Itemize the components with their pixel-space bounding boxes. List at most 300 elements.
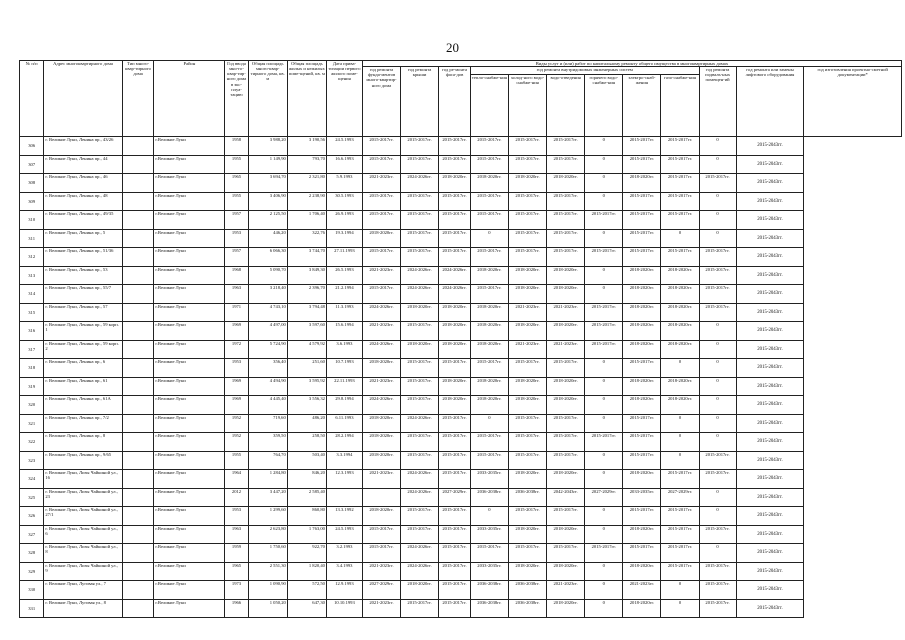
row-works-cell: 2018-2020гг. — [661, 377, 699, 396]
row-works-cell: 2015-2017гг. — [547, 192, 585, 211]
row-priv-date: 11.3.1993 — [326, 303, 362, 322]
row-works-cell: 2018-2020гг. — [547, 396, 585, 415]
table-row — [20, 544, 902, 563]
row-works-cell: 2024-2026гг. — [439, 266, 471, 285]
row-works-cell: 2015-2017гг. — [623, 192, 661, 211]
row-priv-date: 24.5.1993 — [326, 525, 362, 544]
row-docs: 2015-2043гг. — [736, 451, 804, 470]
page-number: 20 — [446, 40, 459, 55]
row-type — [122, 192, 154, 211]
row-works-cell: 2015-2017гг. — [509, 433, 547, 452]
row-works-cell: 2036-2038гг. — [470, 488, 508, 507]
row-priv-date: 3.6.1993 — [326, 340, 362, 359]
row-year: 1952 — [225, 433, 248, 452]
row-works-cell: 2018-2020гг. — [362, 451, 400, 470]
row-works-cell: 2018-2020гг. — [509, 285, 547, 304]
row-type — [122, 137, 154, 156]
row-works-cell: 2015-2017гг. — [661, 507, 699, 526]
row-number: 316 — [20, 322, 44, 341]
col-engineering-group: год ремонта внутридомовых инженерных систем — [470, 67, 699, 75]
row-living-area: 647,30 — [287, 599, 326, 618]
col-docs: год изготовления проектно-сметной документации* — [804, 67, 902, 137]
row-type — [122, 359, 154, 378]
row-type — [122, 433, 154, 452]
row-district: г.Великие Луки — [154, 322, 225, 341]
col-electric: электро-снаб-жения — [623, 75, 661, 137]
row-works-cell: 0 — [661, 581, 699, 600]
row-number: 321 — [20, 414, 44, 433]
row-works-cell: 2018-2020гг. — [547, 377, 585, 396]
row-total-area: 446,20 — [248, 229, 287, 248]
row-works-cell: 2015-2017гг. — [699, 599, 736, 618]
row-works-cell: 2015-2017гг. — [585, 248, 623, 267]
row-district: г.Великие Луки — [154, 192, 225, 211]
row-works-cell: 2015-2017гг. — [401, 433, 439, 452]
row-works-cell: 2018-2020гг. — [470, 266, 508, 285]
row-works-cell: 2015-2017гг. — [470, 192, 508, 211]
row-works-cell: 2036-2038гг. — [470, 599, 508, 618]
row-works-cell: 2015-2017гг. — [699, 303, 736, 322]
row-works-cell: 2018-2020гг. — [661, 322, 699, 341]
row-docs: 2015-2043гг. — [736, 525, 804, 544]
row-works-cell: 0 — [585, 229, 623, 248]
table-header — [20, 61, 902, 137]
row-docs: 2015-2043гг. — [736, 285, 804, 304]
row-district: г.Великие Луки — [154, 137, 225, 156]
row-living-area: 3 595,92 — [287, 377, 326, 396]
row-docs: 2015-2043гг. — [736, 562, 804, 581]
row-works-cell: 2018-2020гг. — [547, 470, 585, 489]
col-roof: год ремонта крыши — [401, 67, 439, 137]
row-year: 1963 — [225, 525, 248, 544]
col-cold-water: холод-ного водо-снабже-ния — [509, 75, 547, 137]
row-priv-date: 21.2.1994 — [326, 285, 362, 304]
row-docs: 2015-2043гг. — [736, 433, 804, 452]
row-works-cell: 2015-2017гг. — [362, 211, 400, 230]
row-works-cell: 2015-2017гг. — [699, 581, 736, 600]
row-works-cell: 2015-2017гг. — [547, 229, 585, 248]
row-type — [122, 414, 154, 433]
row-works-cell: 2018-2020гг. — [661, 266, 699, 285]
row-priv-date: 27.11.1993 — [326, 248, 362, 267]
row-works-cell: 2018-2020гг. — [547, 562, 585, 581]
row-works-cell: 2015-2017гг. — [585, 433, 623, 452]
row-works-cell: 0 — [699, 137, 736, 156]
row-total-area: 3 447,20 — [248, 488, 287, 507]
row-works-cell: 2015-2017гг. — [470, 433, 508, 452]
row-number: 331 — [20, 599, 44, 618]
row-total-area: 4 743,10 — [248, 303, 287, 322]
row-works-cell: 2027-2029гг. — [362, 581, 400, 600]
row-number: 329 — [20, 562, 44, 581]
row-works-cell: 2036-2038гг. — [509, 599, 547, 618]
row-works-cell: 0 — [661, 599, 699, 618]
row-type — [122, 544, 154, 563]
row-works-cell: 2015-2017гг. — [439, 414, 471, 433]
row-works-cell: 2015-2017гг. — [439, 192, 471, 211]
row-docs: 2015-2043гг. — [736, 211, 804, 230]
row-docs: 2015-2043гг. — [736, 248, 804, 267]
row-works-cell: 2015-2017гг. — [509, 451, 547, 470]
row-works-cell: 2015-2017гг. — [362, 137, 400, 156]
row-works-cell: 2015-2017гг. — [547, 211, 585, 230]
row-year: 2012 — [225, 488, 248, 507]
row-works-cell: 2015-2017гг. — [470, 544, 508, 563]
row-works-cell: 0 — [585, 155, 623, 174]
row-works-cell: 2015-2017гг. — [439, 211, 471, 230]
row-year: 1957 — [225, 211, 248, 230]
table-row — [20, 433, 902, 452]
table-row — [20, 211, 902, 230]
row-living-area: 846,20 — [287, 470, 326, 489]
row-address: г. Великие Луки, Ленина пр., 59 корп. 2 — [44, 340, 122, 359]
row-address: г. Великие Луки, Лизы Чайкиной ул., 9 — [44, 562, 122, 581]
row-works-cell: 2015-2017гг. — [585, 322, 623, 341]
row-address: г. Великие Луки, Ленина пр., 55/7 — [44, 285, 122, 304]
row-works-cell: 2018-2020гг. — [623, 266, 661, 285]
row-works-cell: 0 — [699, 414, 736, 433]
col-year: Год ввода мно-го-квар-тир-ного дома в экс-плуа-тацию — [225, 61, 248, 137]
row-works-cell: 2015-2017гг. — [439, 137, 471, 156]
row-year: 1957 — [225, 248, 248, 267]
row-works-cell: 2015-2017гг. — [439, 507, 471, 526]
row-address: г. Великие Луки, Ленина пр., 43/26 — [44, 137, 122, 156]
row-docs: 2015-2043гг. — [736, 599, 804, 618]
row-living-area: 860,80 — [287, 507, 326, 526]
row-docs: 2015-2043гг. — [736, 303, 804, 322]
row-works-cell: 2021-2023гг. — [547, 303, 585, 322]
row-works-cell: 2015-2017гг. — [509, 248, 547, 267]
col-num: № п/п — [20, 61, 44, 137]
row-total-area: 5 724,90 — [248, 340, 287, 359]
row-district: г.Великие Луки — [154, 211, 225, 230]
table-row — [20, 303, 902, 322]
row-priv-date: 19.3.1994 — [326, 229, 362, 248]
row-district: г.Великие Луки — [154, 359, 225, 378]
row-number: 327 — [20, 525, 44, 544]
row-total-area: 1 090,90 — [248, 581, 287, 600]
row-district: г.Великие Луки — [154, 581, 225, 600]
col-living-area: Общая площадь жилых и нежилых поме-щений, кв. м — [287, 61, 326, 137]
row-works-cell: 2015-2017гг. — [362, 525, 400, 544]
row-number: 310 — [20, 211, 44, 230]
row-works-cell: 0 — [585, 285, 623, 304]
row-number: 317 — [20, 340, 44, 359]
row-works-cell: 2015-2017гг. — [623, 433, 661, 452]
row-works-cell: 2015-2017гг. — [439, 359, 471, 378]
row-works-cell: 2024-2026гг. — [401, 544, 439, 563]
table-body — [20, 137, 902, 618]
capital-repair-table — [19, 60, 902, 618]
row-works-cell: 2018-2020гг. — [623, 562, 661, 581]
row-works-cell: 2015-2017гг. — [470, 211, 508, 230]
row-works-cell: 2015-2017гг. — [509, 414, 547, 433]
row-total-area: 3 406,90 — [248, 192, 287, 211]
row-year: 1959 — [225, 544, 248, 563]
row-works-cell: 2015-2017гг. — [401, 451, 439, 470]
col-hot-water: горячего водо-снабже-ния — [585, 75, 623, 137]
row-works-cell: 2021-2023гг. — [362, 266, 400, 285]
row-living-area: 1 763,00 — [287, 525, 326, 544]
row-works-cell: 2015-2017гг. — [439, 470, 471, 489]
row-docs: 2015-2043гг. — [736, 229, 804, 248]
row-works-cell: 2015-2017гг. — [547, 433, 585, 452]
row-year: 1965 — [225, 174, 248, 193]
row-total-area: 5 090,70 — [248, 266, 287, 285]
row-number: 313 — [20, 266, 44, 285]
row-number: 318 — [20, 359, 44, 378]
row-district: г.Великие Луки — [154, 266, 225, 285]
row-works-cell: 0 — [661, 359, 699, 378]
row-living-area: 3 849,30 — [287, 266, 326, 285]
row-works-cell: 2018-2020гг. — [547, 266, 585, 285]
row-works-cell: 2021-2023гг. — [362, 174, 400, 193]
row-living-area: 486,20 — [287, 414, 326, 433]
row-works-cell: 2018-2020гг. — [661, 396, 699, 415]
row-works-cell: 2015-2017гг. — [661, 211, 699, 230]
row-number: 315 — [20, 303, 44, 322]
row-docs: 2015-2043гг. — [736, 470, 804, 489]
row-district: г.Великие Луки — [154, 340, 225, 359]
row-living-area: 3 597,60 — [287, 322, 326, 341]
row-type — [122, 229, 154, 248]
row-works-cell: 2015-2017гг. — [362, 544, 400, 563]
col-priv-date: Дата прива-тизации первого жилого поме-щения — [326, 61, 362, 137]
row-works-cell: 0 — [699, 192, 736, 211]
row-works-cell: 0 — [585, 377, 623, 396]
row-works-cell: 2015-2017гг. — [547, 414, 585, 433]
row-works-cell: 2015-2017гг. — [401, 248, 439, 267]
row-works-cell: 0 — [699, 544, 736, 563]
row-works-cell: 2018-2020гг. — [547, 322, 585, 341]
row-address: г. Великие Луки, Ленина пр., 51/36 — [44, 248, 122, 267]
row-works-cell: 2018-2020гг. — [623, 174, 661, 193]
row-year: 1965 — [225, 562, 248, 581]
row-works-cell: 2015-2017гг. — [401, 377, 439, 396]
row-type — [122, 155, 154, 174]
row-works-cell: 0 — [585, 507, 623, 526]
row-living-area: 258,50 — [287, 433, 326, 452]
row-works-cell: 2018-2020гг. — [661, 340, 699, 359]
row-living-area: 3 744,70 — [287, 248, 326, 267]
row-works-cell: 2018-2020гг. — [623, 322, 661, 341]
row-living-area: 2 238,90 — [287, 192, 326, 211]
row-works-cell: 2015-2017гг. — [585, 340, 623, 359]
row-priv-date: 26.5.1993 — [326, 266, 362, 285]
row-works-cell: 2018-2020гг. — [362, 414, 400, 433]
row-works-cell: 0 — [470, 229, 508, 248]
row-total-area: 1 284,80 — [248, 470, 287, 489]
row-works-cell: 2018-2020гг. — [401, 340, 439, 359]
row-works-cell: 2024-2026гг. — [401, 174, 439, 193]
row-address: г. Великие Луки, Ленина пр., 6 — [44, 359, 122, 378]
row-priv-date: 30.5.1993 — [326, 192, 362, 211]
row-works-cell: 2021-2023гг. — [362, 599, 400, 618]
row-works-cell: 2018-2020гг. — [547, 174, 585, 193]
row-docs: 2015-2043гг. — [736, 155, 804, 174]
row-type — [122, 285, 154, 304]
row-works-cell: 0 — [585, 174, 623, 193]
row-year: 1958 — [225, 137, 248, 156]
row-district: г.Великие Луки — [154, 248, 225, 267]
row-works-cell: 2015-2017гг. — [401, 137, 439, 156]
row-address: г. Великие Луки, Ленина пр., 8 — [44, 433, 122, 452]
row-works-cell: 2018-2020гг. — [439, 303, 471, 322]
row-works-cell: 2018-2020гг. — [623, 377, 661, 396]
row-priv-date: 26.9.1993 — [326, 211, 362, 230]
row-works-cell: 2018-2020гг. — [470, 396, 508, 415]
row-works-cell: 2015-2017гг. — [661, 562, 699, 581]
row-works-cell: 2015-2017гг. — [509, 211, 547, 230]
row-works-cell: 2018-2020гг. — [439, 322, 471, 341]
table-row — [20, 266, 902, 285]
row-number: 326 — [20, 507, 44, 526]
col-total-area: Общая площадь много-квар-тирного дома, кв. м — [248, 61, 287, 137]
col-heat: тепло-снабже-ния — [470, 75, 508, 137]
row-works-cell: 2018-2020гг. — [470, 174, 508, 193]
row-works-cell: 2015-2017гг. — [623, 248, 661, 267]
table-row — [20, 599, 902, 618]
row-works-cell: 2015-2017гг. — [509, 359, 547, 378]
row-works-cell: 2018-2020гг. — [623, 525, 661, 544]
row-type — [122, 377, 154, 396]
row-address: г. Великие Луки, Лизы Чайкиной ул., 8 — [44, 544, 122, 563]
col-address: Адрес многоквартирного дома — [44, 61, 122, 137]
row-total-area: 356,40 — [248, 359, 287, 378]
row-district: г.Великие Луки — [154, 174, 225, 193]
row-works-cell: 2018-2020гг. — [661, 303, 699, 322]
row-works-cell: 2033-2035гг. — [470, 562, 508, 581]
row-works-cell: 2018-2020гг. — [439, 396, 471, 415]
row-type — [122, 174, 154, 193]
row-docs: 2015-2043гг. — [736, 507, 804, 526]
row-docs: 2015-2043гг. — [736, 266, 804, 285]
row-living-area: 322,76 — [287, 229, 326, 248]
row-docs: 2015-2043гг. — [736, 192, 804, 211]
row-works-cell: 2021-2023гг. — [362, 377, 400, 396]
row-works-cell: 2015-2017гг. — [439, 433, 471, 452]
row-address: г. Великие Луки, Лизы Чайкиной ул., 16 — [44, 470, 122, 489]
row-works-cell: 2021-2023гг. — [362, 562, 400, 581]
row-works-cell: 2024-2026гг. — [439, 285, 471, 304]
row-works-cell: 2018-2020гг. — [439, 377, 471, 396]
row-year: 1972 — [225, 340, 248, 359]
row-total-area: 359,50 — [248, 433, 287, 452]
row-works-cell: 2018-2020гг. — [509, 322, 547, 341]
row-works-cell: 0 — [585, 396, 623, 415]
row-works-cell: 2033-2035гг. — [470, 525, 508, 544]
row-district: г.Великие Луки — [154, 155, 225, 174]
row-total-area: 6 066,30 — [248, 248, 287, 267]
row-works-cell: 2027-2029гг. — [661, 488, 699, 507]
row-works-cell: 2021-2023гг. — [547, 340, 585, 359]
row-works-cell: 0 — [699, 507, 736, 526]
row-works-cell: 2015-2017гг. — [401, 192, 439, 211]
table-row — [20, 488, 902, 507]
row-works-cell: 2015-2017гг. — [401, 211, 439, 230]
row-docs: 2015-2043гг. — [736, 359, 804, 378]
row-address: г. Великие Луки, Ленина пр., 5 — [44, 229, 122, 248]
row-works-cell: 2015-2017гг. — [699, 525, 736, 544]
row-living-area: 3 190,56 — [287, 137, 326, 156]
row-living-area: 2 585,40 — [287, 488, 326, 507]
row-number: 309 — [20, 192, 44, 211]
row-district: г.Великие Луки — [154, 285, 225, 304]
row-year: 1969 — [225, 396, 248, 415]
row-works-cell: 0 — [699, 433, 736, 452]
row-works-cell: 0 — [585, 451, 623, 470]
row-living-area: 1 820,40 — [287, 562, 326, 581]
row-works-cell: 2033-2035гг. — [470, 470, 508, 489]
col-type: Тип много-квар-тирного дома — [122, 61, 154, 137]
row-works-cell: 0 — [661, 229, 699, 248]
table-row — [20, 525, 902, 544]
row-number: 322 — [20, 433, 44, 452]
row-works-cell: 2021-2023гг. — [509, 340, 547, 359]
row-works-cell: 2024-2026гг. — [401, 285, 439, 304]
row-works-cell: 2015-2017гг. — [585, 303, 623, 322]
row-works-cell: 2015-2017гг. — [623, 137, 661, 156]
row-docs: 2015-2043гг. — [736, 414, 804, 433]
row-year: 1964 — [225, 470, 248, 489]
col-foundation: год ремонта фунда-ментов много-квартир-ного дома — [362, 67, 400, 137]
row-district: г.Великие Луки — [154, 303, 225, 322]
row-total-area: 1 149,90 — [248, 155, 287, 174]
row-works-cell: 2015-2017гг. — [661, 470, 699, 489]
row-type — [122, 322, 154, 341]
row-number: 319 — [20, 377, 44, 396]
row-docs: 2015-2043гг. — [736, 544, 804, 563]
row-docs: 2015-2043гг. — [736, 137, 804, 156]
row-works-cell: 2024-2026гг. — [401, 414, 439, 433]
row-priv-date: 13.3.1992 — [326, 507, 362, 526]
row-works-cell: 2015-2017гг. — [439, 544, 471, 563]
row-address: г. Великие Луки, Ленина пр., 53 — [44, 266, 122, 285]
row-works-cell: 0 — [585, 525, 623, 544]
row-priv-date: 29.8.1994 — [326, 396, 362, 415]
row-works-cell: 2015-2017гг. — [401, 359, 439, 378]
row-works-cell: 2015-2017гг. — [362, 155, 400, 174]
row-total-area: 4 497,00 — [248, 322, 287, 341]
row-works-cell: 2015-2017гг. — [401, 599, 439, 618]
row-works-cell: 2018-2020гг. — [509, 174, 547, 193]
row-works-cell: 2015-2017гг. — [509, 229, 547, 248]
row-works-cell: 0 — [699, 340, 736, 359]
row-works-cell: 2018-2020гг. — [509, 266, 547, 285]
row-works-cell: 0 — [699, 322, 736, 341]
row-works-cell: 2015-2017гг. — [509, 507, 547, 526]
row-works-cell: 2018-2020гг. — [439, 174, 471, 193]
row-works-cell: 2018-2020гг. — [547, 525, 585, 544]
row-year: 1955 — [225, 451, 248, 470]
row-type — [122, 525, 154, 544]
row-address: г. Великие Луки, Лизы Чайкиной ул., 23 — [44, 488, 122, 507]
row-works-cell: 0 — [699, 155, 736, 174]
row-works-cell: 0 — [470, 507, 508, 526]
row-number: 324 — [20, 470, 44, 489]
row-works-cell: 2015-2017гг. — [623, 211, 661, 230]
row-works-cell: 2015-2017гг. — [547, 359, 585, 378]
row-district: г.Великие Луки — [154, 229, 225, 248]
row-living-area: 793,70 — [287, 155, 326, 174]
row-priv-date — [326, 488, 362, 507]
row-works-cell: 2015-2017гг. — [439, 581, 471, 600]
row-works-cell: 2042-2043гг. — [547, 488, 585, 507]
row-total-area: 3 694,70 — [248, 174, 287, 193]
row-works-cell: 2018-2020гг. — [470, 377, 508, 396]
row-address: г. Великие Луки, Лизы Чайкиной ул., 6 — [44, 525, 122, 544]
row-priv-date: 10.10.1993 — [326, 599, 362, 618]
